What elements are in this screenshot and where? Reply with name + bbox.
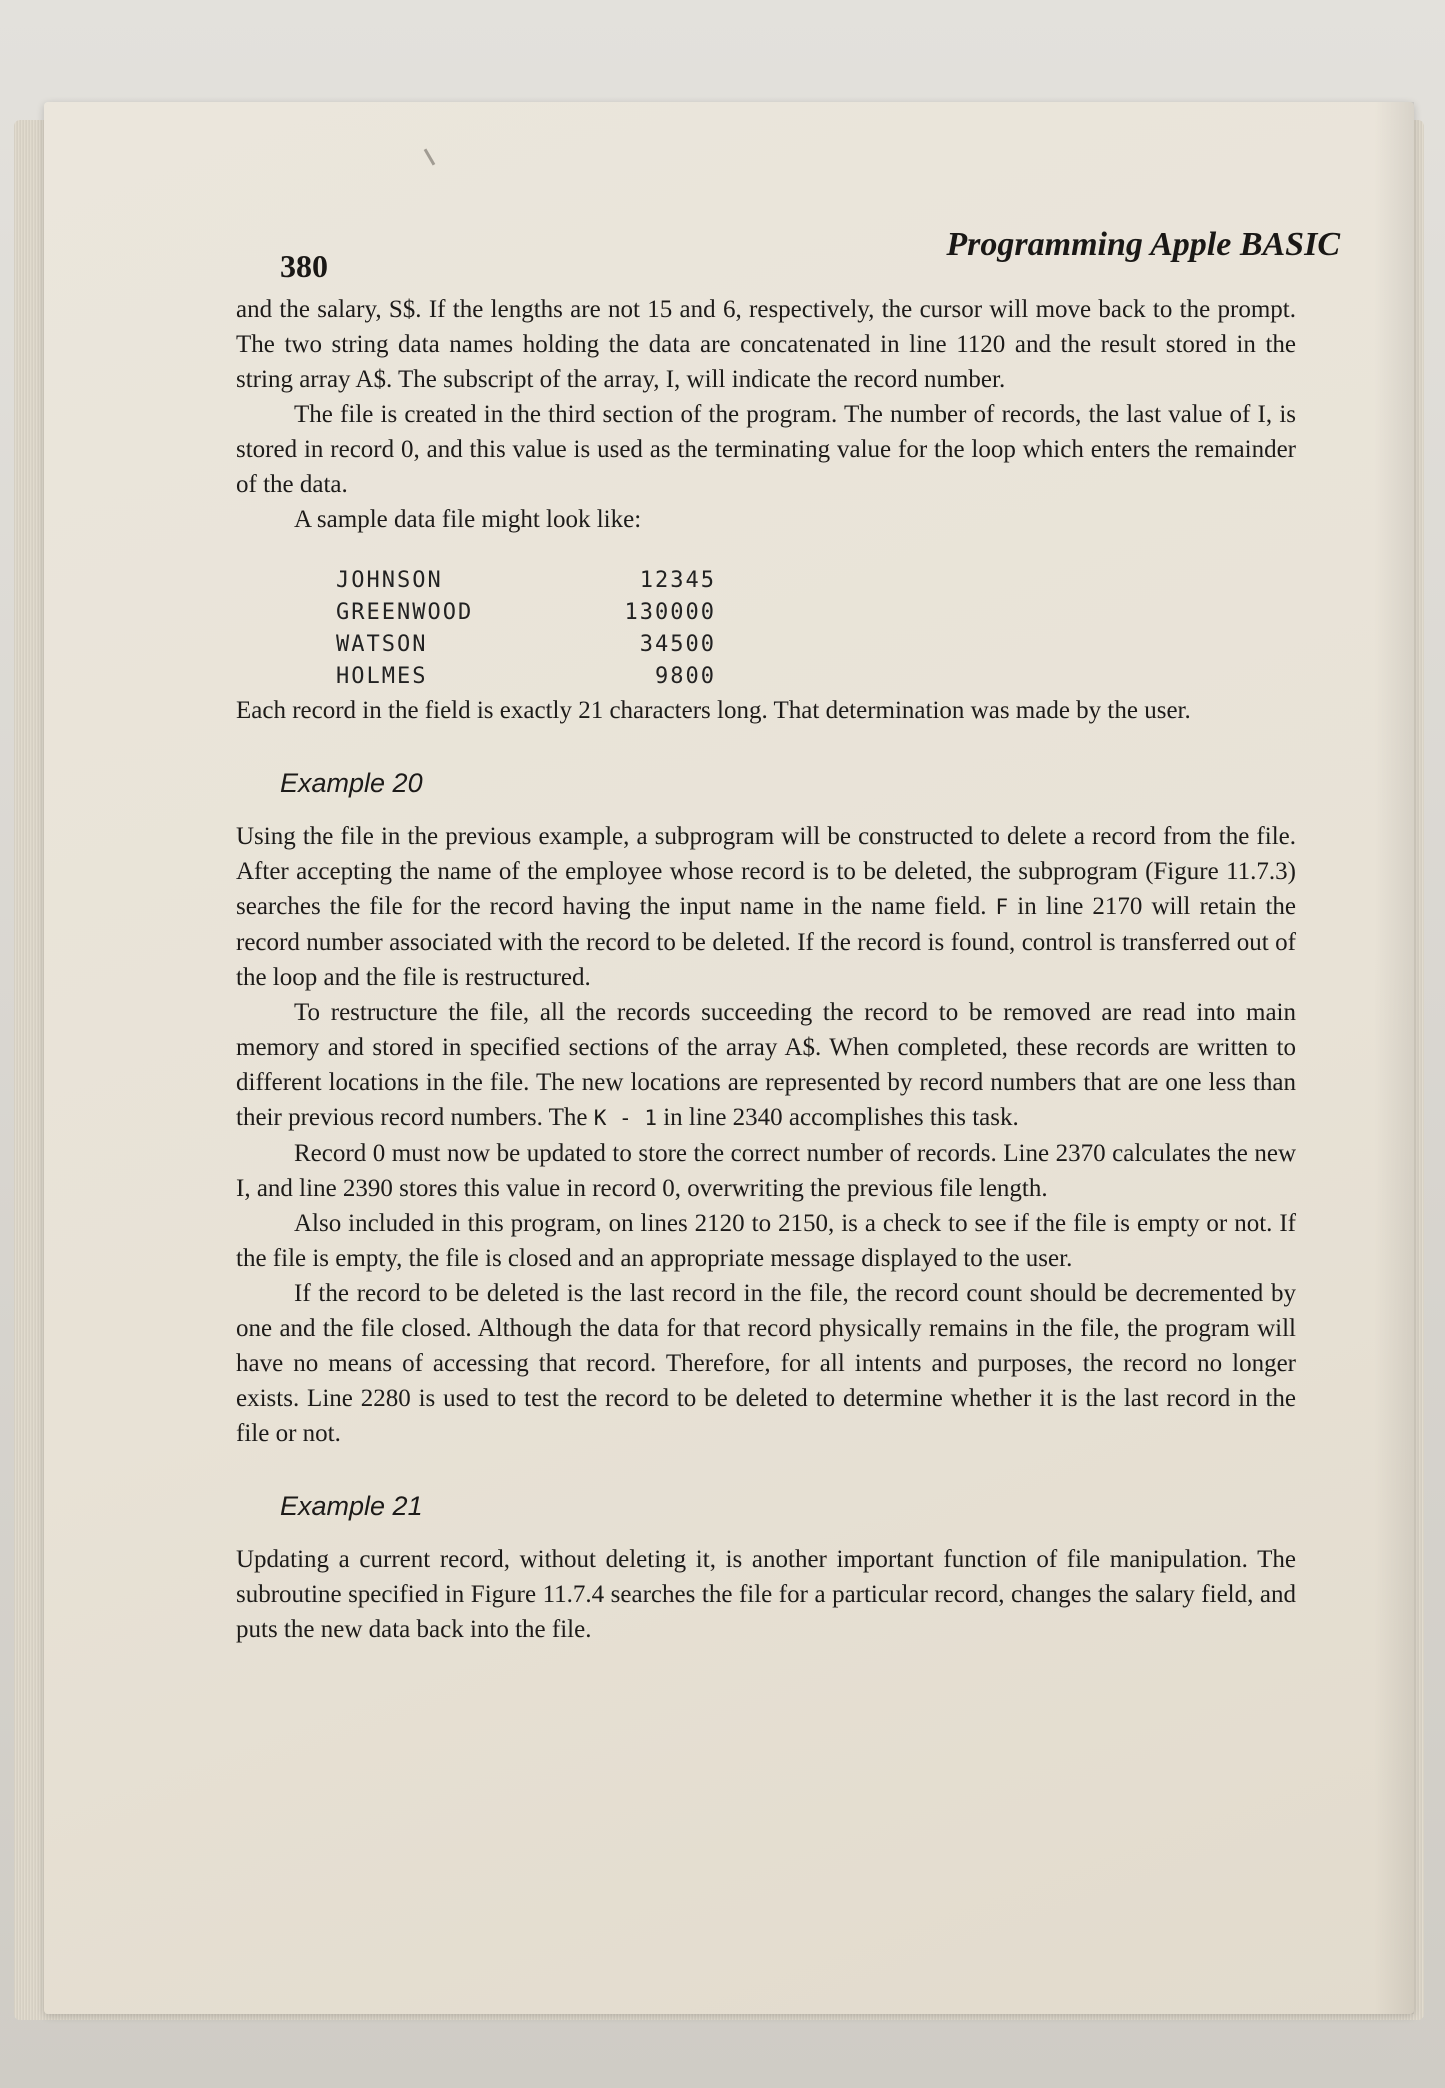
sample-name: GREENWOOD (336, 600, 474, 625)
example-20-paragraph-5: If the record to be deleted is the last record in the file, the record count should be decremented by one and the file closed. Although the data for that record physically remains in the file, the program will have no means of accessing that record. Therefore, for all intents and purposes, the record no longer exists. Line 2280 is used to test the record to be deleted to determine whether it is the last record in the file or not. (236, 1280, 1296, 1447)
page-number: 380 (280, 248, 328, 284)
pencil-mark (424, 148, 436, 165)
sample-name: WATSON (336, 632, 428, 657)
example-20-paragraph-1 (236, 819, 1296, 995)
sample-row (336, 565, 716, 597)
example-21-paragraph-1: Updating a current record, without deleting it, is another important function of file manipulation. The subroutine specified in Figure 11.7.4 searches the file for a particular record, changes the salary field, and puts the new data back into the file. (236, 1546, 1296, 1643)
text-run: Using the file in the previous example, a subprogram will be constructed to delete a record from the file. After accepting the name of the employee whose record is to be deleted, the subprogram (Figure 11.7.3) searches the file for the record having the input name in the name field. (236, 823, 1296, 920)
record-length-paragraph: Each record in the field is exactly 21 characters long. That determination was made by the user. (236, 697, 1191, 724)
intro-paragraph-1: and the salary, S$. If the lengths are not 15 and 6, respectively, the cursor will move back to the prompt. The two string data names holding the data are concatenated in line 1120 and the result stored in the string array A$. The subscript of the array, I, will indicate the record number. (236, 296, 1296, 393)
sample-value: 34500 (639, 632, 716, 657)
text-run: in line 2340 accomplishes this task. (656, 1104, 1019, 1131)
example-21-heading: Example 21 (280, 1491, 423, 1521)
intro-paragraph-2: The file is created in the third section of the program. The number of records, the last value of I, is stored in record 0, and this value is used as the terminating value for the loop which enters the remainder of the data. (236, 401, 1296, 498)
code-token: F (995, 895, 1009, 919)
sample-data-file (336, 565, 716, 693)
example-20-paragraph-4: Also included in this program, on lines 2120 to 2150, is a check to see if the file is empty or not. If the file is empty, the file is closed and an appropriate message displayed to the user. (236, 1210, 1296, 1272)
text-run: To restructure the file, all the records succeeding the record to be removed are read into main memory and stored in specified sections of the array A$. When completed, these records are written to different locations in the file. The new locations are represented by record numbers that are one less than their previous record numbers. The (236, 999, 1296, 1131)
running-head: Programming Apple BASIC (946, 226, 1340, 263)
example-20-paragraph-2 (236, 995, 1296, 1136)
page-content (236, 222, 1340, 1647)
sample-value: 130000 (624, 600, 716, 625)
page-header (236, 222, 1340, 292)
sample-name: HOLMES (336, 664, 428, 689)
sample-name: JOHNSON (336, 568, 443, 593)
sample-row (336, 661, 716, 693)
example-20-paragraph-3: Record 0 must now be updated to store the correct number of records. Line 2370 calculates the new I, and line 2390 stores this value in record 0, overwriting the previous file length. (236, 1140, 1296, 1202)
text-run: in line 2170 will retain the record number associated with the record to be deleted. If the record is found, control is transferred out of the loop and the file is restructured. (236, 893, 1296, 991)
sample-row (336, 629, 716, 661)
intro-paragraph-3: A sample data file might look like: (294, 506, 642, 533)
sample-value: 9800 (655, 664, 716, 689)
sample-value: 12345 (639, 568, 716, 593)
sample-row (336, 597, 716, 629)
code-token: K - 1 (593, 1106, 657, 1130)
example-20-heading: Example 20 (280, 768, 423, 798)
